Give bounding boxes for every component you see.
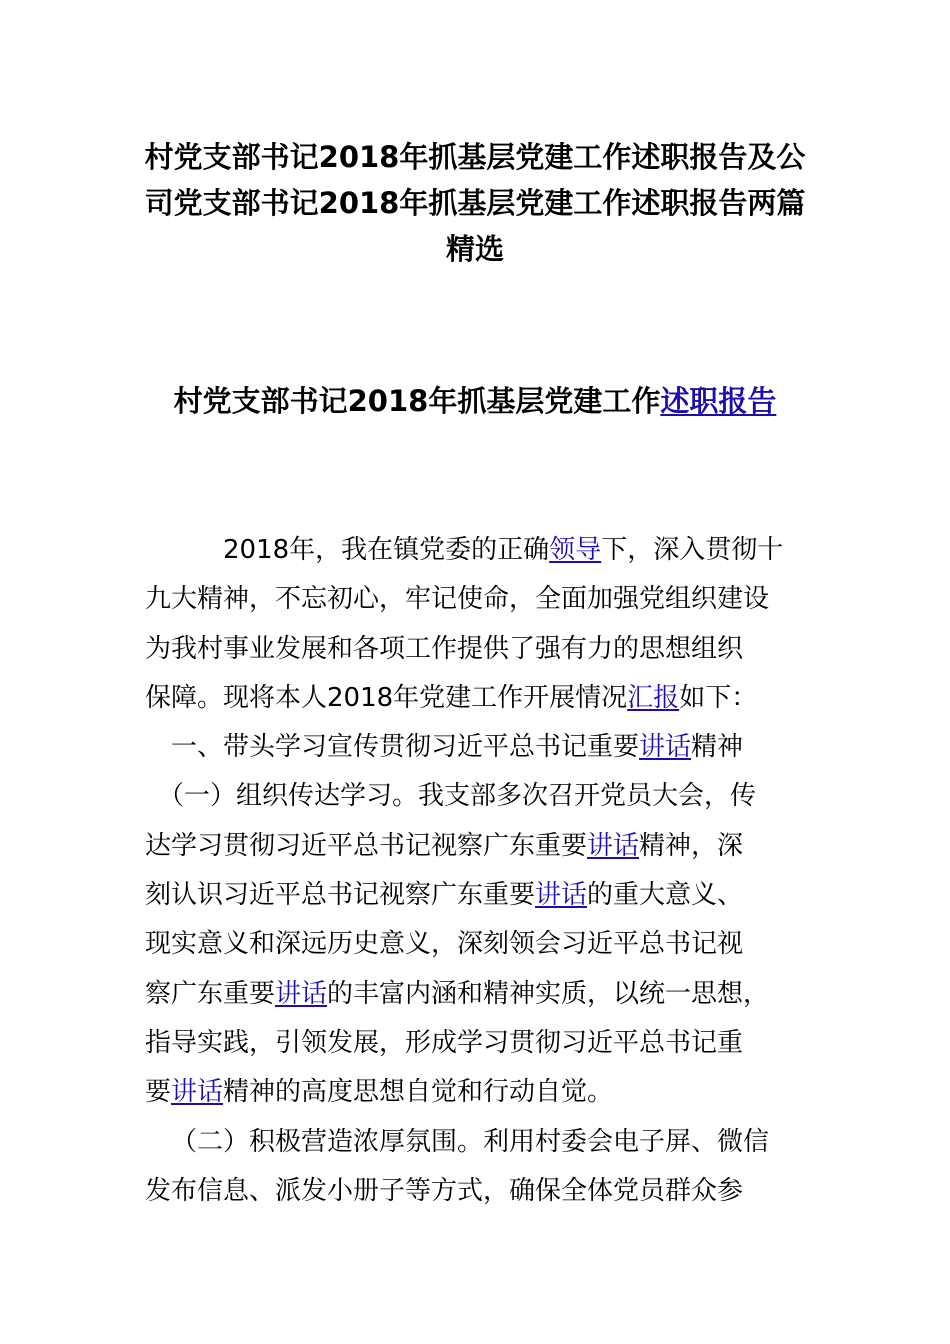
- paragraph-line: [145, 723, 815, 772]
- paragraph-line: [145, 526, 815, 575]
- speech-link[interactable]: 讲话: [275, 978, 328, 1009]
- section-title: [120, 380, 830, 422]
- paragraph-line: [145, 871, 815, 920]
- paragraph-line: [145, 970, 815, 1019]
- text-span: 2018年，我在镇党委的正确: [197, 535, 550, 565]
- report-link[interactable]: 述职报告: [660, 384, 777, 418]
- speech-link[interactable]: 讲话: [639, 732, 692, 763]
- paragraph-line: 现实意义和深远历史意义，深刻领会习近平总书记视: [145, 929, 744, 960]
- title-line-3: 精选: [445, 232, 504, 266]
- speech-link[interactable]: 讲话: [587, 830, 640, 861]
- paragraph-line: [145, 822, 815, 871]
- text-span: 精神，深: [639, 830, 744, 861]
- title-line-1: 村党支部书记2018年抓基层党建工作述职报告及公: [144, 140, 806, 174]
- text-span: 要: [145, 1077, 172, 1108]
- paragraph-line: 九大精神，不忘初心，牢记使命，全面加强党组织建设: [145, 584, 770, 615]
- paragraph-line: 指导实践，引领发展，形成学习贯彻习近平总书记重: [145, 1027, 744, 1058]
- paragraph-line: [145, 1068, 815, 1117]
- text-span: 精神: [691, 732, 744, 763]
- paragraph-line: 发布信息、派发小册子等方式，确保全体党员群众参: [145, 1175, 744, 1206]
- text-span: 如下：: [679, 682, 758, 713]
- document-title: [120, 134, 830, 272]
- report-summary-link[interactable]: 汇报: [627, 682, 680, 713]
- text-span: 下，深入贯彻十: [601, 535, 784, 565]
- text-span: 保障。现将本人2018年党建工作开展情况: [145, 682, 628, 713]
- text-span: 刻认识习近平总书记视察广东重要: [145, 880, 536, 911]
- text-span: 一、带头学习宣传贯彻习近平总书记重要: [171, 732, 640, 763]
- section-title-text: 村党支部书记2018年抓基层党建工作: [173, 384, 661, 418]
- paragraph-line: 为我村事业发展和各项工作提供了强有力的思想组织: [145, 633, 744, 664]
- leadership-link[interactable]: 领导: [549, 535, 602, 565]
- paragraph-line: （一）组织传达学习。我支部多次召开党员大会，传: [158, 781, 757, 812]
- speech-link[interactable]: 讲话: [171, 1077, 224, 1108]
- paragraph-line: （二）积极营造浓厚氛围。利用村委会电子屏、微信: [171, 1126, 770, 1157]
- body-text: [145, 526, 815, 1216]
- text-span: 精神的高度思想自觉和行动自觉。: [223, 1077, 614, 1108]
- text-span: 的重大意义、: [587, 880, 744, 911]
- text-span: 达学习贯彻习近平总书记视察广东重要: [145, 830, 588, 861]
- speech-link[interactable]: 讲话: [535, 880, 588, 911]
- title-line-2: 司党支部书记2018年抓基层党建工作述职报告两篇: [144, 186, 806, 220]
- paragraph-line: [145, 674, 815, 723]
- text-span: 的丰富内涵和精神实质，以统一思想，: [327, 978, 770, 1009]
- text-span: 察广东重要: [145, 978, 276, 1009]
